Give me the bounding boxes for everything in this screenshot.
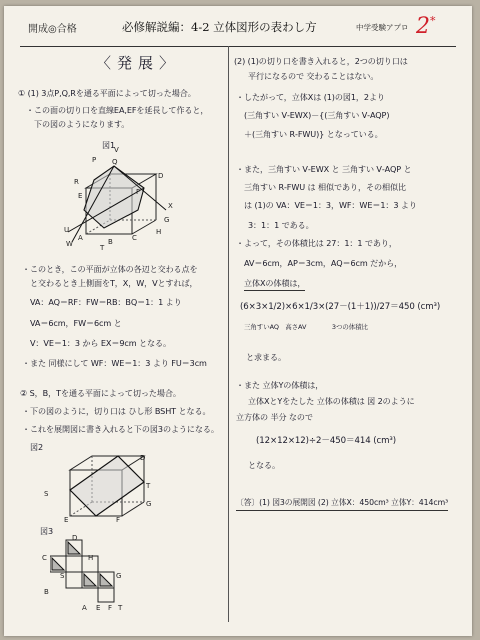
- fig1-label-t: T: [100, 244, 105, 252]
- fig3-label-h: H: [88, 554, 94, 562]
- fig1-label-h: H: [156, 228, 162, 236]
- worksheet-page: [4, 6, 472, 636]
- fig2-label-d: D: [140, 454, 146, 462]
- fig1-caption: 図1: [102, 140, 116, 150]
- fig1-label-q: Q: [112, 158, 118, 166]
- fig2-label-t: T: [146, 482, 151, 490]
- right-line-15: と求まる。: [246, 352, 286, 362]
- right-line-3: ・したがって，立体Xは (1)の図1，2より: [236, 92, 385, 102]
- series-label: 中学受験アプロ: [356, 23, 409, 32]
- section-heading: [96, 52, 180, 73]
- column-divider: [228, 46, 229, 622]
- right-line-8: は (1)の VA：VE＝1：3，WF：WE＝1：3 より: [244, 200, 417, 210]
- right-line-7: 三角すい R‑FWU は 相似であり，その相似比: [244, 182, 406, 192]
- left-line-2: ・この面の切り口を直線EA,EFを延長して作ると，: [26, 105, 209, 115]
- fig3-caption: 図3: [40, 526, 54, 536]
- volume-y-formula: (12×12×12)÷2－450＝414 (cm³): [256, 436, 396, 446]
- page-header: [4, 14, 472, 44]
- fig2-caption: 図2: [30, 442, 44, 452]
- fig3-label-c: C: [42, 554, 47, 562]
- fig2-label-s: S: [44, 490, 49, 498]
- fig1-label-x: X: [168, 202, 173, 210]
- answer-line: 〔答〕(1) 図3の展開図 (2) 立体X：450cm³ 立体Y：414cm³: [236, 496, 448, 511]
- fig1-label-a: A: [78, 234, 83, 242]
- fig1-label-d: D: [158, 172, 164, 180]
- right-line-4: (三角すい V‑EWX)－{(三角すい V‑AQP): [244, 110, 390, 120]
- right-line-20: となる。: [248, 460, 280, 470]
- left-line-12: ・下の図のように，切り口は ひし形 BSHT となる。: [22, 406, 211, 416]
- left-line-11: ② S，B，Tを通る平面によって切った場合。: [20, 388, 181, 398]
- right-line-10: ・よって，その体積比は 27：1：1 であり，: [236, 238, 397, 248]
- fig3-label-g: G: [116, 572, 122, 580]
- right-line-2: 平行になるので 交わることはない。: [248, 71, 379, 81]
- fig1-label-r: R: [74, 178, 79, 186]
- right-line-11: AV＝6cm，AP＝3cm，AQ＝6cm だから，: [244, 258, 403, 268]
- right-line-6: ・また，三角すい V‑EWX と 三角すい V‑AQP と: [236, 164, 412, 174]
- fig1-label-c: C: [132, 234, 137, 242]
- fig1-label-f: F: [136, 188, 141, 196]
- fig1-label-e: E: [78, 192, 83, 200]
- right-line-1: (2) (1)の切り口を書き入れると，2つの切り口は: [234, 56, 408, 66]
- left-line-13: ・これを展開図に書き入れると下の図3のようになる。: [22, 424, 219, 434]
- page-number: [416, 14, 436, 39]
- right-line-5: ＋(三角すい R‑FWU)} となっている。: [244, 129, 383, 139]
- fig1-label-v: V: [114, 146, 119, 154]
- volume-x-formula: (6×3×1/2)×6×1/3×(27－(1＋1))/27＝450 (cm³): [240, 302, 441, 312]
- fig1-label-u: U: [64, 226, 70, 234]
- fig3-label-s: S: [60, 572, 65, 580]
- left-line-8: VA＝6cm，FW＝6cm と: [30, 318, 122, 328]
- left-line-3: 下の図のようになります。: [34, 119, 130, 129]
- page-number-value: 2: [416, 14, 430, 39]
- fig2-label-f: F: [116, 516, 121, 524]
- page-title: 必修解説編：4‑2 立体図形の表わし方: [122, 20, 317, 34]
- right-line-17: 立体XとYをたした 立体の体積は 図 2のように: [248, 396, 415, 406]
- fig1-label-g: G: [164, 216, 170, 224]
- left-line-5: ・このとき，この平面が立体の各辺と交わる点を: [22, 264, 198, 274]
- fig1-label-b: B: [108, 238, 113, 246]
- left-line-1: ① (1) 3点P,Q,Rを通る平面によって切った場合。: [18, 88, 196, 98]
- left-line-7: VA：AQ＝RF：FW＝RB：BQ＝1：1 より: [30, 297, 182, 307]
- fig3-label-a: A: [82, 604, 87, 612]
- fig3-label-f: F: [108, 604, 113, 612]
- fig2-label-e: E: [64, 516, 69, 524]
- right-line-16: ・また 立体Yの体積は，: [236, 380, 324, 390]
- fig2-label-g: G: [146, 500, 152, 508]
- fig3-label-d: D: [72, 534, 78, 542]
- fig1-label-w: W: [66, 240, 73, 248]
- left-line-6: と交わるとき上側面をT，X，W，Vとすれば，: [30, 278, 198, 288]
- right-line-12: 立体Xの体積は，: [244, 276, 305, 291]
- fig1-label-p: P: [92, 156, 97, 164]
- school-label: 開成◎合格: [28, 24, 77, 35]
- left-line-10: ・また 同様にして WF：WE＝1：3 より FU＝3cm: [22, 358, 207, 368]
- volume-x-annotation: 三角すいAQ 高さAV 3つの体積比: [244, 323, 368, 331]
- fig3-label-e: E: [96, 604, 101, 612]
- left-line-9: V：VE＝1：3 から EX＝9cm となる。: [30, 338, 171, 348]
- right-line-9: 3：1：1 である。: [248, 220, 314, 230]
- fig3-label-b: B: [44, 588, 49, 596]
- page-mark: *: [430, 14, 436, 28]
- heading-text: 〈発展〉: [96, 54, 181, 72]
- right-line-18: 立方体の 半分 なので: [236, 412, 313, 422]
- header-rule: [20, 46, 456, 47]
- fig3-label-t: T: [118, 604, 123, 612]
- figure-3-net: [50, 538, 130, 604]
